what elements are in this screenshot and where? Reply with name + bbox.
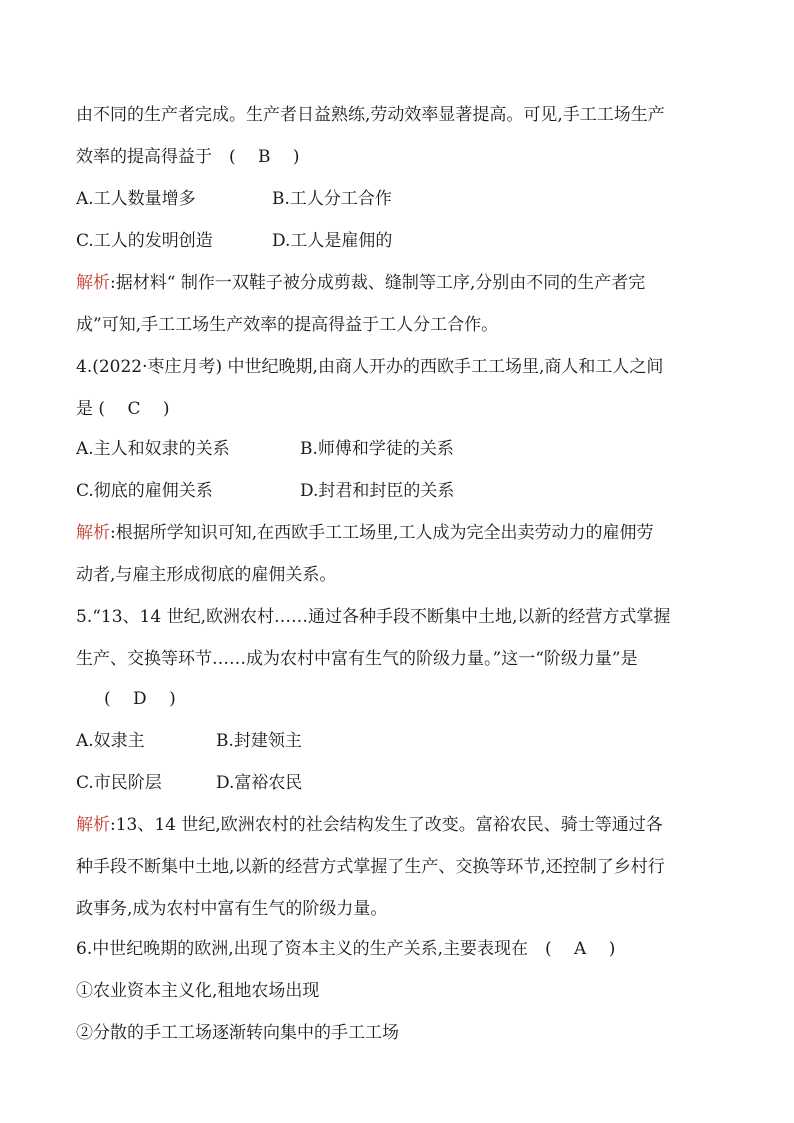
q4-analysis-text1: :根据所学知识可知,在西欧手工工场里,工人成为完全出卖劳动力的雇佣劳: [110, 523, 654, 543]
q4-option-d: D.封君和封臣的关系: [300, 481, 455, 501]
q4-option-c: C.彻底的雇佣关系: [76, 481, 213, 501]
q3-analysis-line2: 成”可知,手工工场生产效率的提高得益于工人分工合作。: [76, 315, 499, 335]
q3-stem-line1: 由不同的生产者完成。生产者日益熟练,劳动效率显著提高。可见,手工工场生产: [76, 105, 665, 125]
q3-option-a: A.工人数量增多: [76, 189, 196, 209]
q4-stem-line2: 是 ( C ): [76, 399, 170, 419]
q5-stem-line1: 5.“13、14 世纪,欧洲农村……通过各种手段不断集中土地,以新的经营方式掌握: [76, 607, 671, 627]
q5-analysis-label: 解析: [76, 815, 110, 835]
q5-analysis-text1: :13、14 世纪,欧洲农村的社会结构发生了改变。富裕农民、骑士等通过各: [110, 815, 663, 835]
q4-stem-line1: 4.(2022·枣庄月考) 中世纪晚期,由商人开办的西欧手工工场里,商人和工人之间: [76, 357, 664, 377]
q3-options-row1: [76, 188, 392, 212]
q3-option-d: D.工人是雇佣的: [272, 231, 393, 251]
q5-stem-line3: ( D ): [104, 689, 176, 709]
q5-analysis-line1: [76, 814, 663, 838]
q5-options-row2: [76, 772, 303, 796]
q4-option-b: B.师傅和学徒的关系: [300, 439, 454, 459]
q5-option-c: C.市民阶层: [76, 773, 162, 793]
q4-option-a: A.主人和奴隶的关系: [76, 439, 230, 459]
q3-analysis-text1: :据材料“ 制作一双鞋子被分成剪裁、缝制等工序,分别由不同的生产者完: [110, 273, 646, 293]
q5-option-d: D.富裕农民: [216, 773, 303, 793]
q3-stem-line2: 效率的提高得益于 ( B ): [76, 147, 300, 167]
q6-stem-line1: 6.中世纪晚期的欧洲,出现了资本主义的生产关系,主要表现在 ( A ): [76, 939, 616, 959]
q3-analysis-label: 解析: [76, 273, 110, 293]
q3-option-b: B.工人分工合作: [272, 189, 392, 209]
q4-options-row2: [76, 480, 455, 504]
q6-item2: ②分散的手工工场逐渐转向集中的手工工场: [76, 1023, 399, 1043]
q3-options-row2: [76, 230, 393, 254]
q5-option-a: A.奴隶主: [76, 731, 145, 751]
q5-stem-line2: 生产、交换等环节……成为农村中富有生气的阶级力量。”这一“阶级力量”是: [76, 649, 638, 669]
q3-option-c: C.工人的发明创造: [76, 231, 213, 251]
q4-analysis-line2: 动者,与雇主形成彻底的雇佣关系。: [76, 565, 337, 585]
q4-analysis-label: 解析: [76, 523, 110, 543]
q6-item1: ①农业资本主义化,租地农场出现: [76, 981, 320, 1001]
q5-analysis-line3: 政事务,成为农村中富有生气的阶级力量。: [76, 899, 388, 919]
q5-options-row1: [76, 730, 302, 754]
q5-option-b: B.封建领主: [216, 731, 302, 751]
q3-analysis-line1: [76, 272, 645, 296]
q5-analysis-line2: 种手段不断集中土地,以新的经营方式掌握了生产、交换等环节,还控制了乡村行: [76, 857, 665, 877]
q4-analysis-line1: [76, 522, 654, 546]
q4-options-row1: [76, 438, 454, 462]
